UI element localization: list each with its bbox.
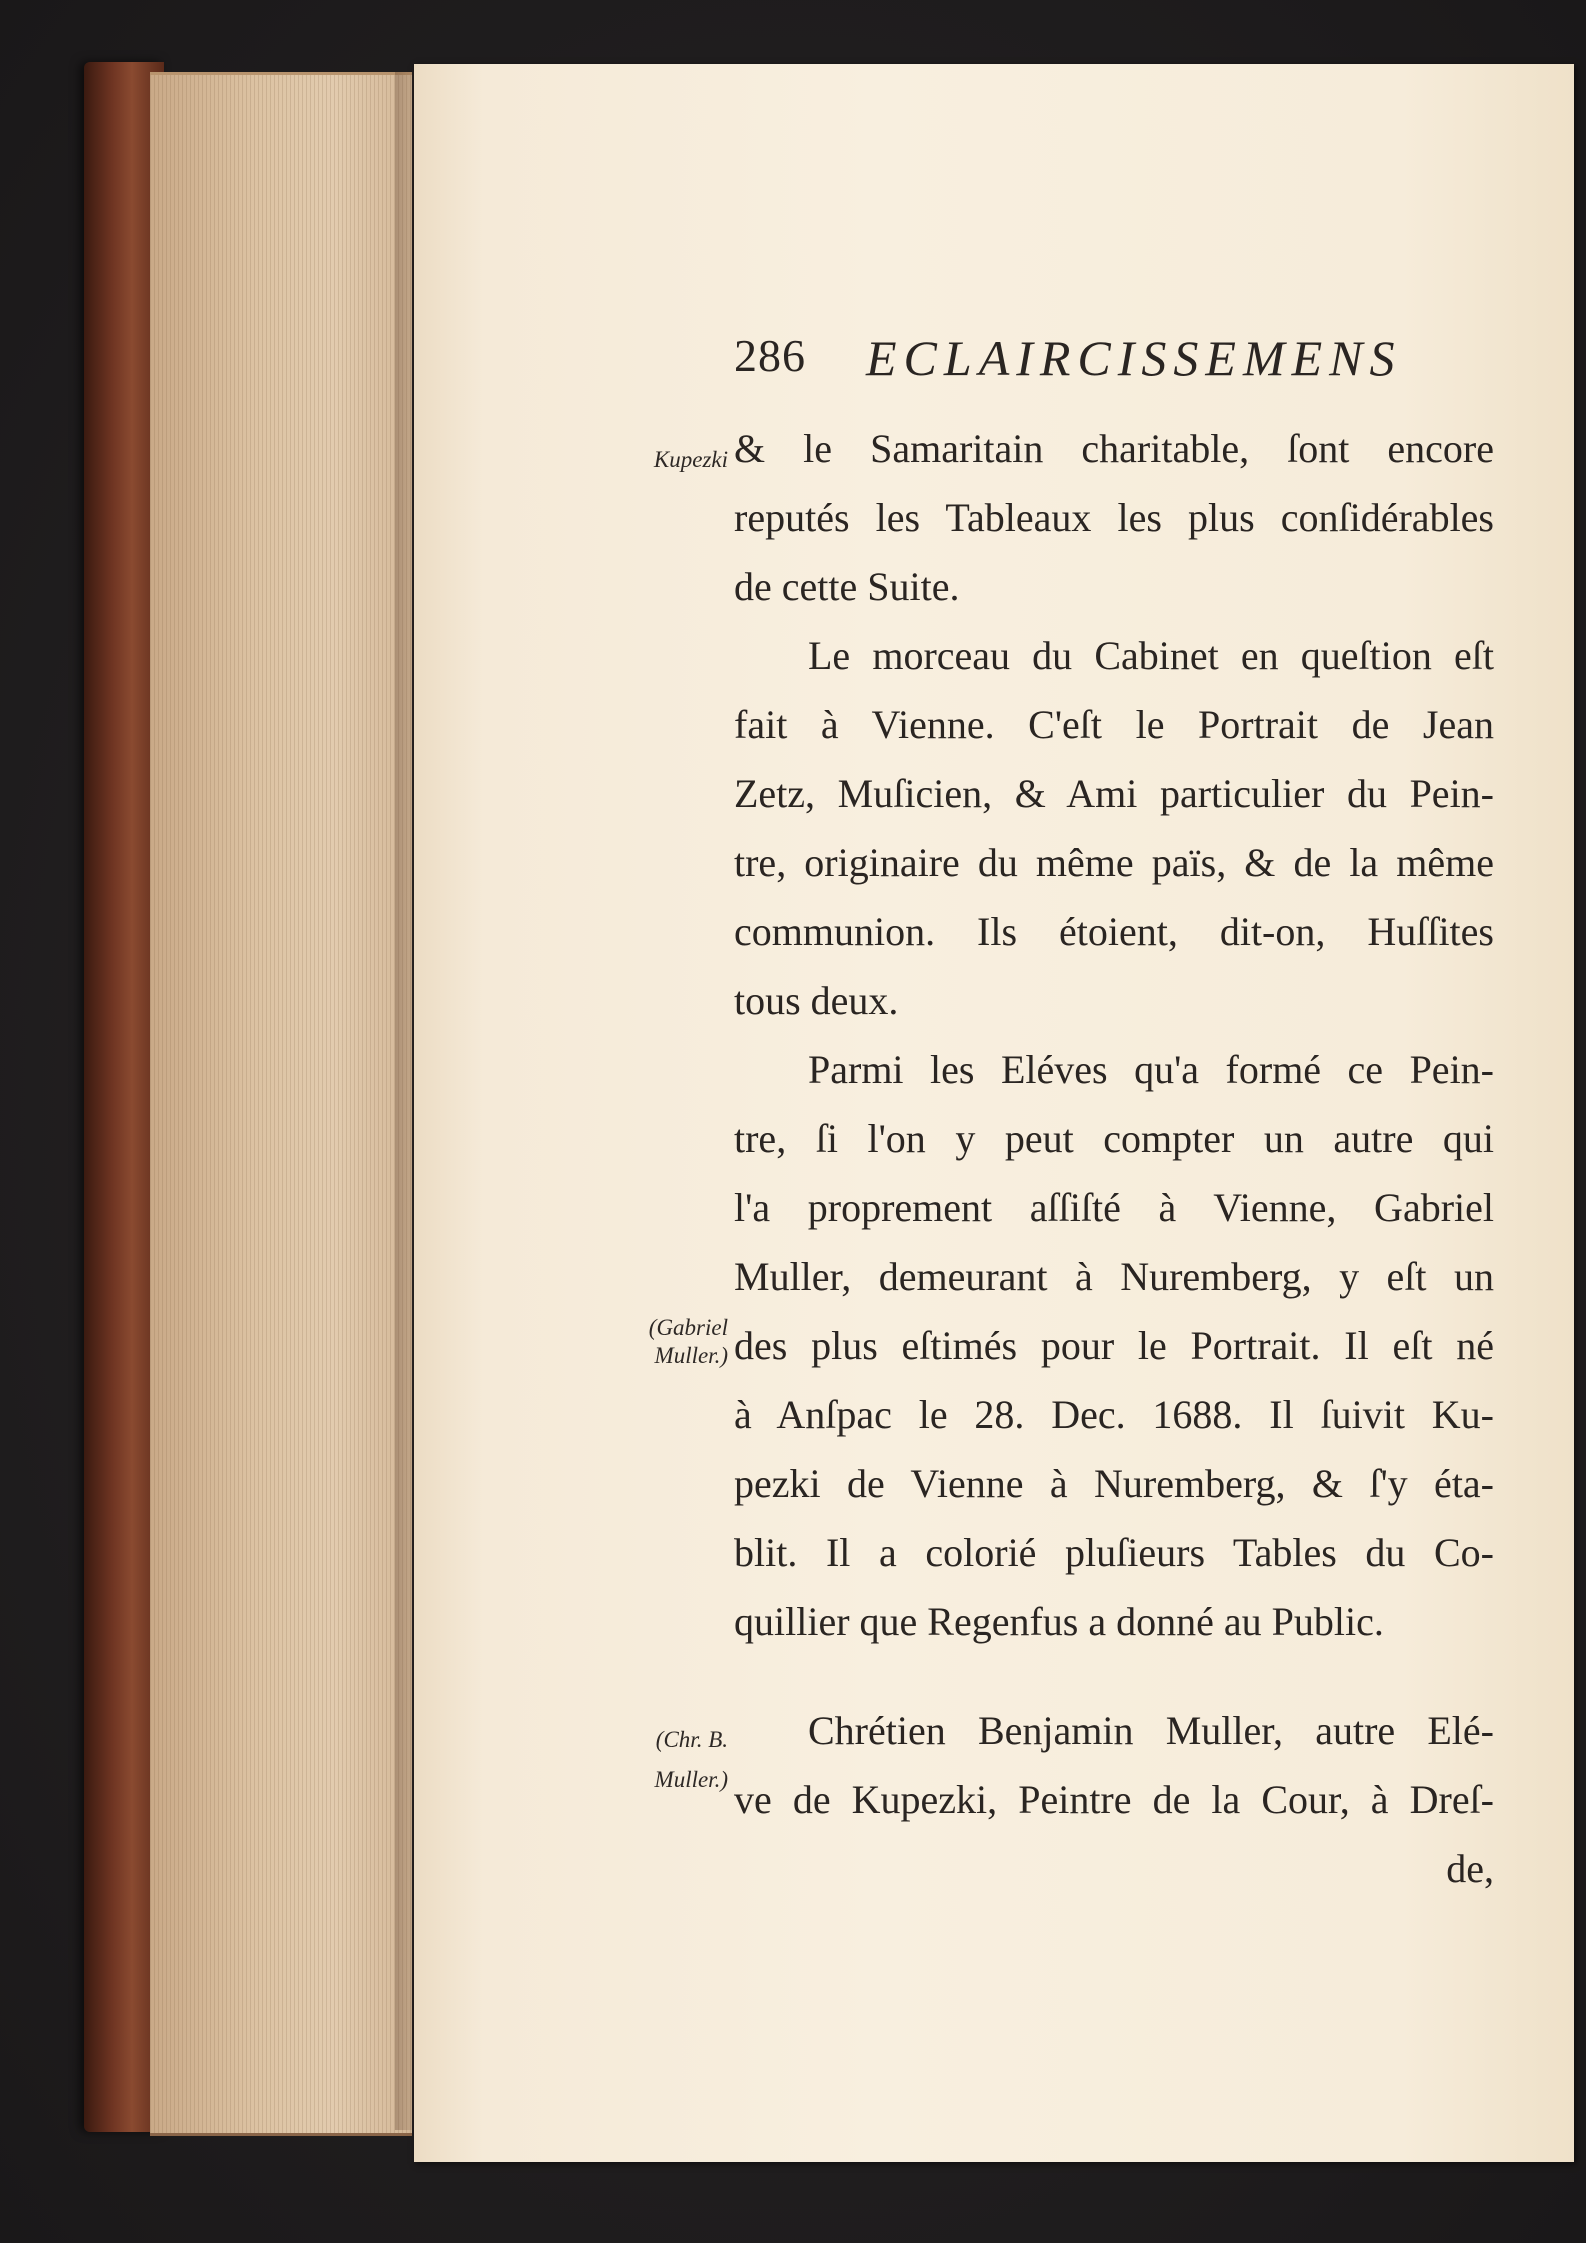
text-line: Muller, demeurant à Nuremberg, y eſt un: [734, 1254, 1494, 1299]
margin-note-chr-line2: Muller.): [654, 1767, 728, 1792]
text-line: reputés les Tableaux les plus conſidérables: [734, 495, 1494, 540]
text-line: quillier que Regenfus a donné au Public.: [734, 1599, 1384, 1644]
text-line: tre, originaire du même païs, & de la même: [734, 840, 1494, 885]
page-edges: [150, 72, 412, 2136]
text-line: de,: [1446, 1846, 1494, 1891]
text-line: fait à Vienne. C'eſt le Portrait de Jean: [734, 702, 1494, 747]
margin-note-chr-line1: (Chr. B.: [655, 1727, 728, 1752]
text-line: tous deux.: [734, 978, 899, 1023]
text-line: pezki de Vienne à Nuremberg, & ſ'y éta-: [734, 1461, 1494, 1506]
text-line: Le morceau du Cabinet en queſtion eſt: [808, 633, 1494, 678]
text-line: Zetz, Muſicien, & Ami particulier du Pein-: [734, 771, 1494, 816]
text-line: tre, ſi l'on y peut compter un autre qui: [734, 1116, 1494, 1161]
margin-note-kupezki: Kupezki: [653, 447, 728, 472]
text-line: de cette Suite.: [734, 564, 960, 609]
text-line: Chrétien Benjamin Muller, autre Elé-: [808, 1708, 1494, 1753]
book-page: [414, 64, 1574, 2162]
running-title: ECLAIRCISSEMENS: [866, 330, 1402, 386]
page-number: 286: [734, 330, 806, 381]
text-line: Parmi les Eléves qu'a formé ce Pein-: [808, 1047, 1494, 1092]
page-header: [734, 329, 1484, 399]
margin-note-gabriel-line1: (Gabriel: [648, 1315, 728, 1340]
text-line: communion. Ils étoient, dit-on, Huſſites: [734, 909, 1494, 954]
text-line: & le Samaritain charitable, ſont encore: [734, 426, 1494, 471]
text-line: à Anſpac le 28. Dec. 1688. Il ſuivit Ku-: [734, 1392, 1494, 1437]
text-line: blit. Il a colorié pluſieurs Tables du Co-: [734, 1530, 1494, 1575]
text-line: ve de Kupezki, Peintre de la Cour, à Dreſ-: [734, 1777, 1494, 1822]
text-line: des plus eſtimés pour le Portrait. Il eſt né: [734, 1323, 1494, 1368]
margin-note-gabriel-line2: Muller.): [654, 1343, 728, 1368]
text-line: l'a proprement aſſiſté à Vienne, Gabriel: [734, 1185, 1494, 1230]
page-content: [414, 64, 1574, 2162]
